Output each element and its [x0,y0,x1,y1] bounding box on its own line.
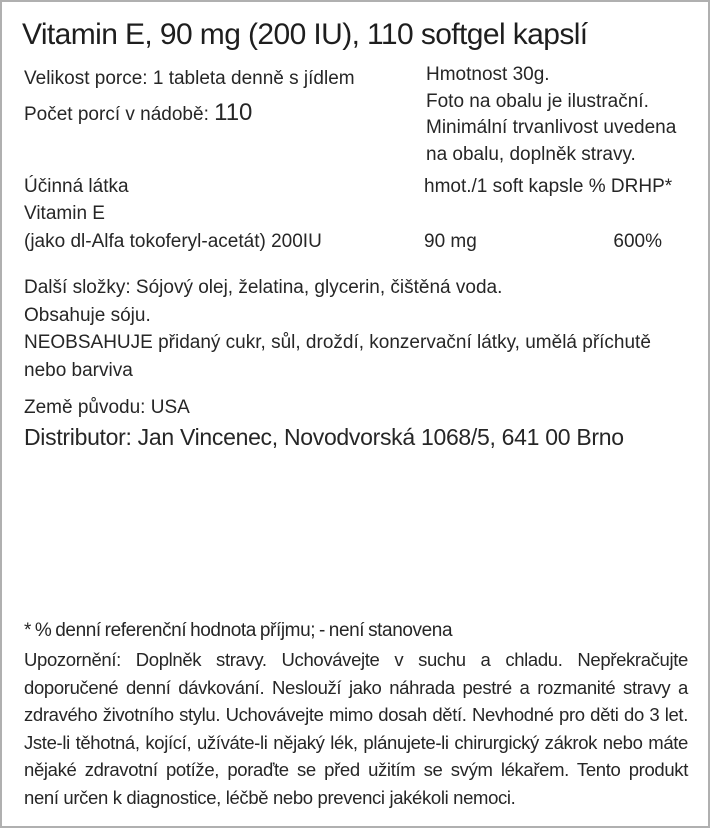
active-ingredient-header-right: hmot./1 soft kapsle % DRHP* [424,176,673,197]
other-ingredients-line: Další složky: Sójový olej, želatina, glycerin, čištěná voda. [24,277,503,298]
free-from-line: NEOBSAHUJE přidaný cukr, sůl, droždí, konzervační látky, umělá příchutě nebo barviva [24,332,651,381]
active-ingredient-values [424,228,688,256]
weight-note: Hmotnost 30g. [426,64,550,85]
servings-count-label: Počet porcí v nádobě: [24,104,209,125]
ingredients-section [22,274,688,384]
product-title: Vitamin E, 90 mg (200 IU), 110 softgel kapslí [22,18,588,51]
serving-and-notes-row [22,58,688,168]
active-ingredient-header-left: Účinná látka [24,176,129,197]
serving-size-line: Velikost porce: 1 tableta denně s jídlem [24,68,355,89]
active-ingredient-name [22,200,424,256]
distributor-line: Distributor: Jan Vincenec, Novodvorská 1068/5, 641 00 Brno [24,424,624,450]
origin-section [22,397,688,451]
warning-paragraph: Upozornění: Doplněk stravy. Uchovávejte v suchu a chladu. Nepřekračujte doporučené denní dávkování. Neslouží jako náhrada pestré a rozmanité stravy a zdravého životního stylu. Uchovávejte mimo dosah dětí. Nevhodné pro děti do 3 let. Jste-li těhotná, kojící, užíváte-li nějaký lék, plánujete-li chirurgický zákrok nebo máte nějaké zdravotní potíže, poraďte se před užitím se svým lékařem. Tento produkt není určen k diagnostice, léčbě nebo prevenci jakékoli nemoci. [24,649,688,808]
servings-count-value: 110 [214,99,253,126]
shelf-life-note-line1: Minimální trvanlivost uvedena [426,117,677,138]
allergen-line: Obsahuje sóju. [24,304,151,326]
active-ingredient-amount: 90 mg [424,231,477,252]
active-ingredient-drhp: 600% [613,231,662,252]
drhp-footnote: * % denní referenční hodnota příjmu; - není stanovena [24,620,453,641]
servings-per-container-line [24,99,426,127]
active-ingredient-name-line1: Vitamin E [24,203,105,224]
serving-info [22,58,426,168]
active-ingredient-header [22,176,688,198]
shelf-life-note-line2: na obalu, doplněk stravy. [426,143,636,165]
photo-note: Foto na obalu je ilustrační. [426,90,649,112]
footer-section [22,620,688,811]
active-ingredient-name-line2: (jako dl-Alfa tokoferyl-acetát) 200IU [24,231,322,252]
active-ingredient-row [22,200,688,256]
country-of-origin-line: Země původu: USA [24,397,190,418]
side-notes [426,62,688,168]
